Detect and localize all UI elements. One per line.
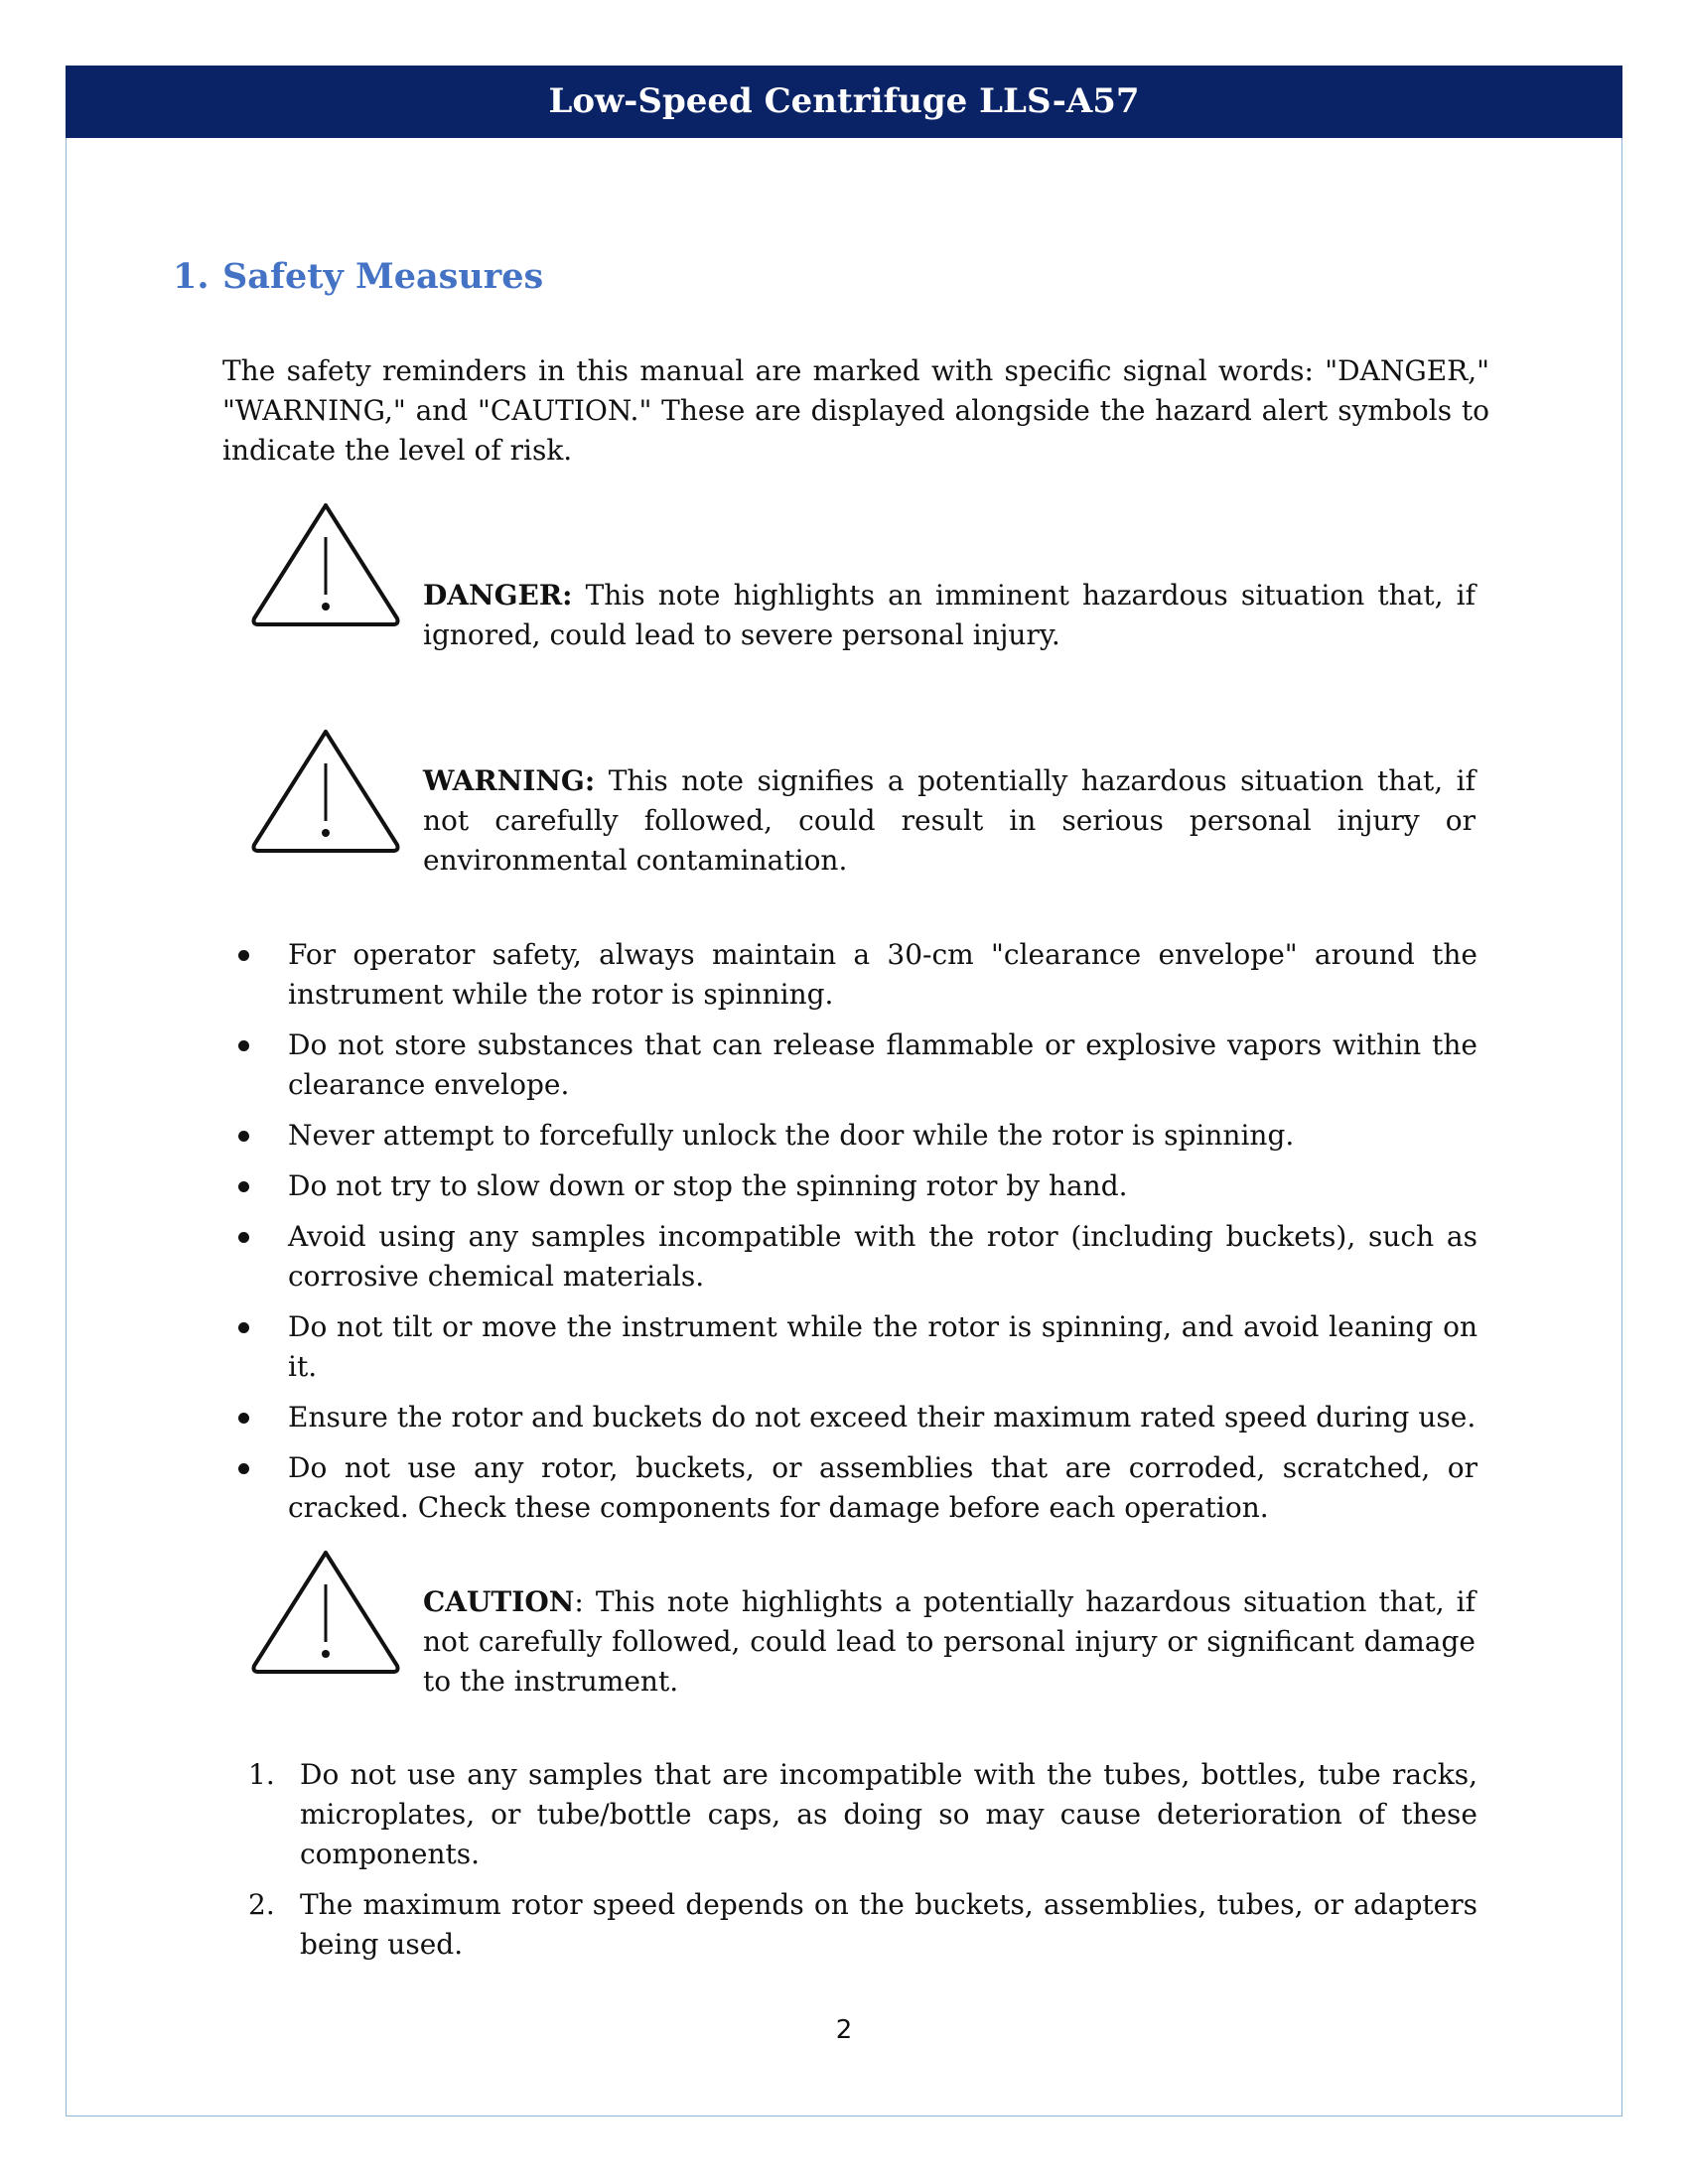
section-heading [173, 256, 543, 297]
numbered-list [222, 1755, 1477, 1976]
bullet-icon [238, 1232, 249, 1243]
document-header-title: Low-Speed Centrifuge LLS-A57 [66, 66, 1622, 138]
list-item [222, 1448, 1477, 1528]
list-item-text: For operator safety, always maintain a 30-cm "clearance envelope" around the instrument while the rotor is spinning. [288, 938, 1477, 1011]
list-item [222, 1398, 1477, 1437]
list-number: 2. [248, 1888, 275, 1921]
caution-label: CAUTION [423, 1585, 575, 1618]
bullet-icon [238, 1463, 249, 1474]
warning-label: WARNING: [423, 764, 596, 797]
list-item [222, 935, 1477, 1015]
list-item [222, 1217, 1477, 1297]
list-item [222, 1025, 1477, 1105]
list-item-text: The maximum rotor speed depends on the buckets, assemblies, tubes, or adapters being used. [300, 1888, 1477, 1961]
list-item-text: Do not tilt or move the instrument while the rotor is spinning, and avoid leaning on it. [288, 1310, 1477, 1383]
warning-description: This note signifies a potentially hazardous situation that, if not carefully followed, could result in serious personal injury or environmental contamination. [423, 764, 1476, 877]
warning-triangle-icon [248, 1549, 403, 1676]
caution-alert-text [423, 1582, 1476, 1702]
section-number: 1. [173, 256, 210, 297]
caution-description: : This note highlights a potentially hazardous situation that, if not carefully followed, could lead to personal injury or significant damage to the instrument. [423, 1585, 1476, 1698]
list-item [222, 1307, 1477, 1387]
bullet-icon [238, 1040, 249, 1051]
list-item-text: Do not use any samples that are incompatible with the tubes, bottles, tube racks, microplates, or tube/bottle caps, as doing so may cause deterioration of these components. [300, 1758, 1477, 1870]
list-item [222, 1116, 1477, 1156]
list-item-text: Do not use any rotor, buckets, or assemblies that are corroded, scratched, or cracked. Check these components for damage before each operation. [288, 1451, 1477, 1524]
list-item [222, 1166, 1477, 1206]
bullet-icon [238, 950, 249, 961]
list-item-text: Do not store substances that can release flammable or explosive vapors within the clearance envelope. [288, 1028, 1477, 1101]
danger-description: This note highlights an imminent hazardous situation that, if ignored, could lead to severe personal injury. [423, 579, 1476, 651]
page-number: 2 [835, 2015, 853, 2045]
warning-triangle-icon [248, 501, 403, 628]
section-title: Safety Measures [222, 256, 544, 297]
bullet-icon [238, 1131, 249, 1142]
list-item [222, 1885, 1477, 1965]
bullet-icon [238, 1181, 249, 1192]
safety-bullet-list [222, 935, 1477, 1539]
warning-triangle-icon [248, 728, 403, 855]
list-number: 1. [248, 1758, 275, 1791]
list-item-text: Never attempt to forcefully unlock the door while the rotor is spinning. [288, 1119, 1295, 1152]
list-item-text: Ensure the rotor and buckets do not exceed their maximum rated speed during use. [288, 1401, 1477, 1433]
bullet-icon [238, 1322, 249, 1333]
bullet-icon [238, 1413, 249, 1424]
danger-label: DANGER: [423, 579, 573, 612]
danger-alert-text [423, 576, 1476, 655]
intro-paragraph: The safety reminders in this manual are marked with specific signal words: "DANGER," "WARNING," and "CAUTION." These are displayed alongside the hazard alert symbols to indicate the level of risk. [222, 354, 1489, 467]
warning-alert-text [423, 761, 1476, 881]
list-item-text: Do not try to slow down or stop the spinning rotor by hand. [288, 1169, 1128, 1202]
list-item-text: Avoid using any samples incompatible with the rotor (including buckets), such as corrosive chemical materials. [288, 1220, 1477, 1293]
list-item [222, 1755, 1477, 1874]
